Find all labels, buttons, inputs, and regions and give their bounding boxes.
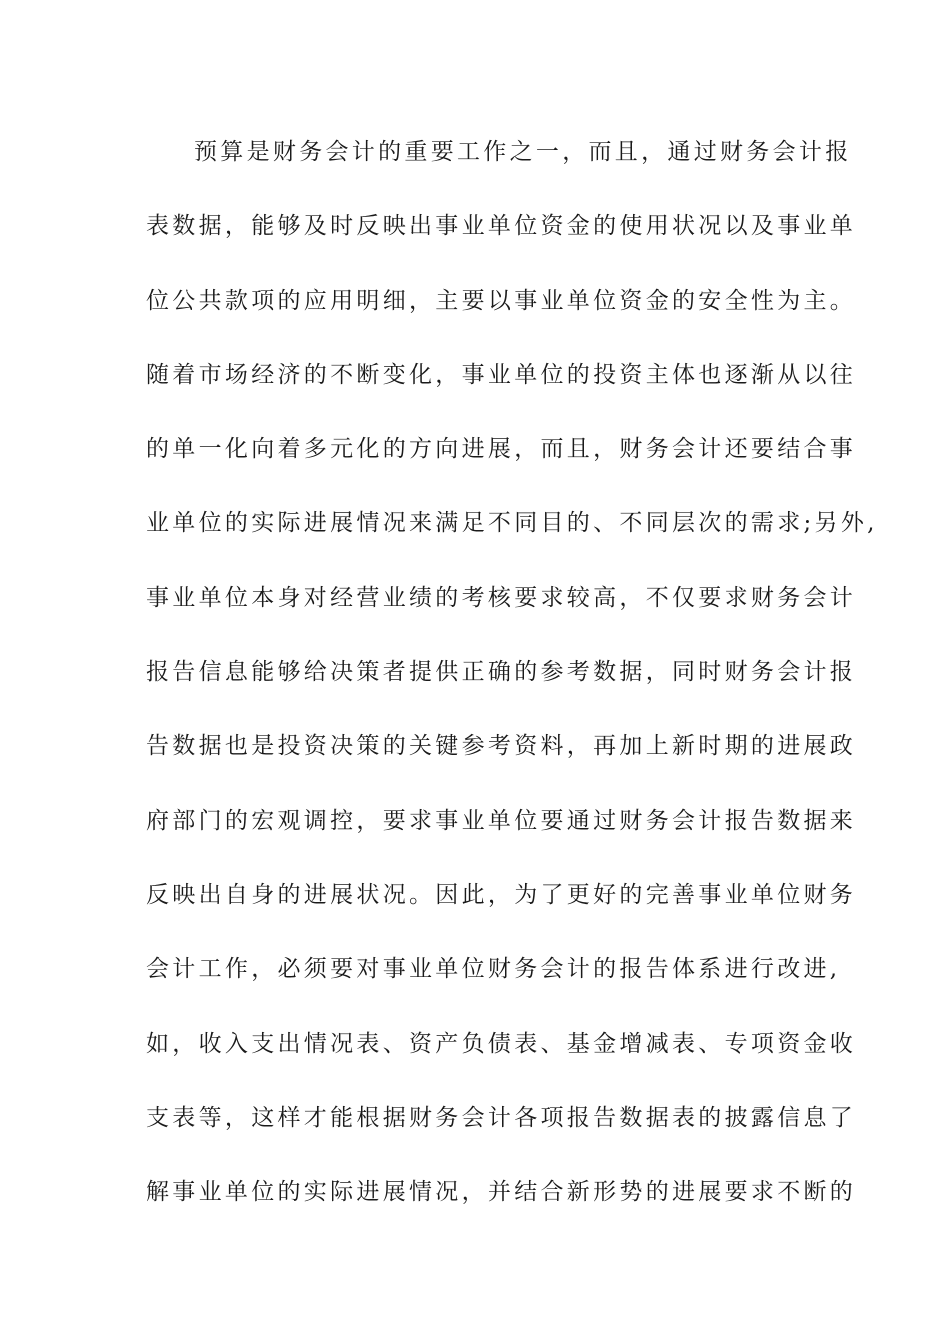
text-line: 的单一化向着多元化的方向进展，而且，财务会计还要结合事 [146, 436, 857, 463]
text-line: 解事业单位的实际进展情况，并结合新形势的进展要求不断的 [146, 1179, 857, 1206]
text-line: 位公共款项的应用明细，主要以事业单位资金的安全性为主。 [146, 287, 857, 314]
text-line: 随着市场经济的不断变化，事业单位的投资主体也逐渐从以往 [146, 361, 857, 388]
text-line: 表数据，能够及时反映出事业单位资金的使用状况以及事业单 [146, 213, 857, 240]
body-paragraph [146, 132, 878, 1246]
text-line: 反映出自身的进展状况。因此，为了更好的完善事业单位财务 [146, 881, 857, 908]
text-line: 会计工作，必须要对事业单位财务会计的报告体系进行改进, [146, 956, 841, 983]
text-line: 告数据也是投资决策的关键参考资料，再加上新时期的进展政 [146, 733, 857, 760]
text-line: 报告信息能够给决策者提供正确的参考数据，同时财务会计报 [146, 659, 857, 686]
text-line: 事业单位本身对经营业绩的考核要求较高，不仅要求财务会计 [146, 584, 857, 611]
text-line: 业单位的实际进展情况来满足不同目的、不同层次的需求;另外, [146, 510, 878, 537]
text-line: 如，收入支出情况表、资产负债表、基金增减表、专项资金收 [146, 1030, 857, 1057]
text-line: 支表等，这样才能根据财务会计各项报告数据表的披露信息了 [146, 1104, 857, 1131]
text-line: 预算是财务会计的重要工作之一，而且，通过财务会计报 [194, 139, 852, 165]
text-line: 府部门的宏观调控，要求事业单位要通过财务会计报告数据来 [146, 807, 857, 834]
